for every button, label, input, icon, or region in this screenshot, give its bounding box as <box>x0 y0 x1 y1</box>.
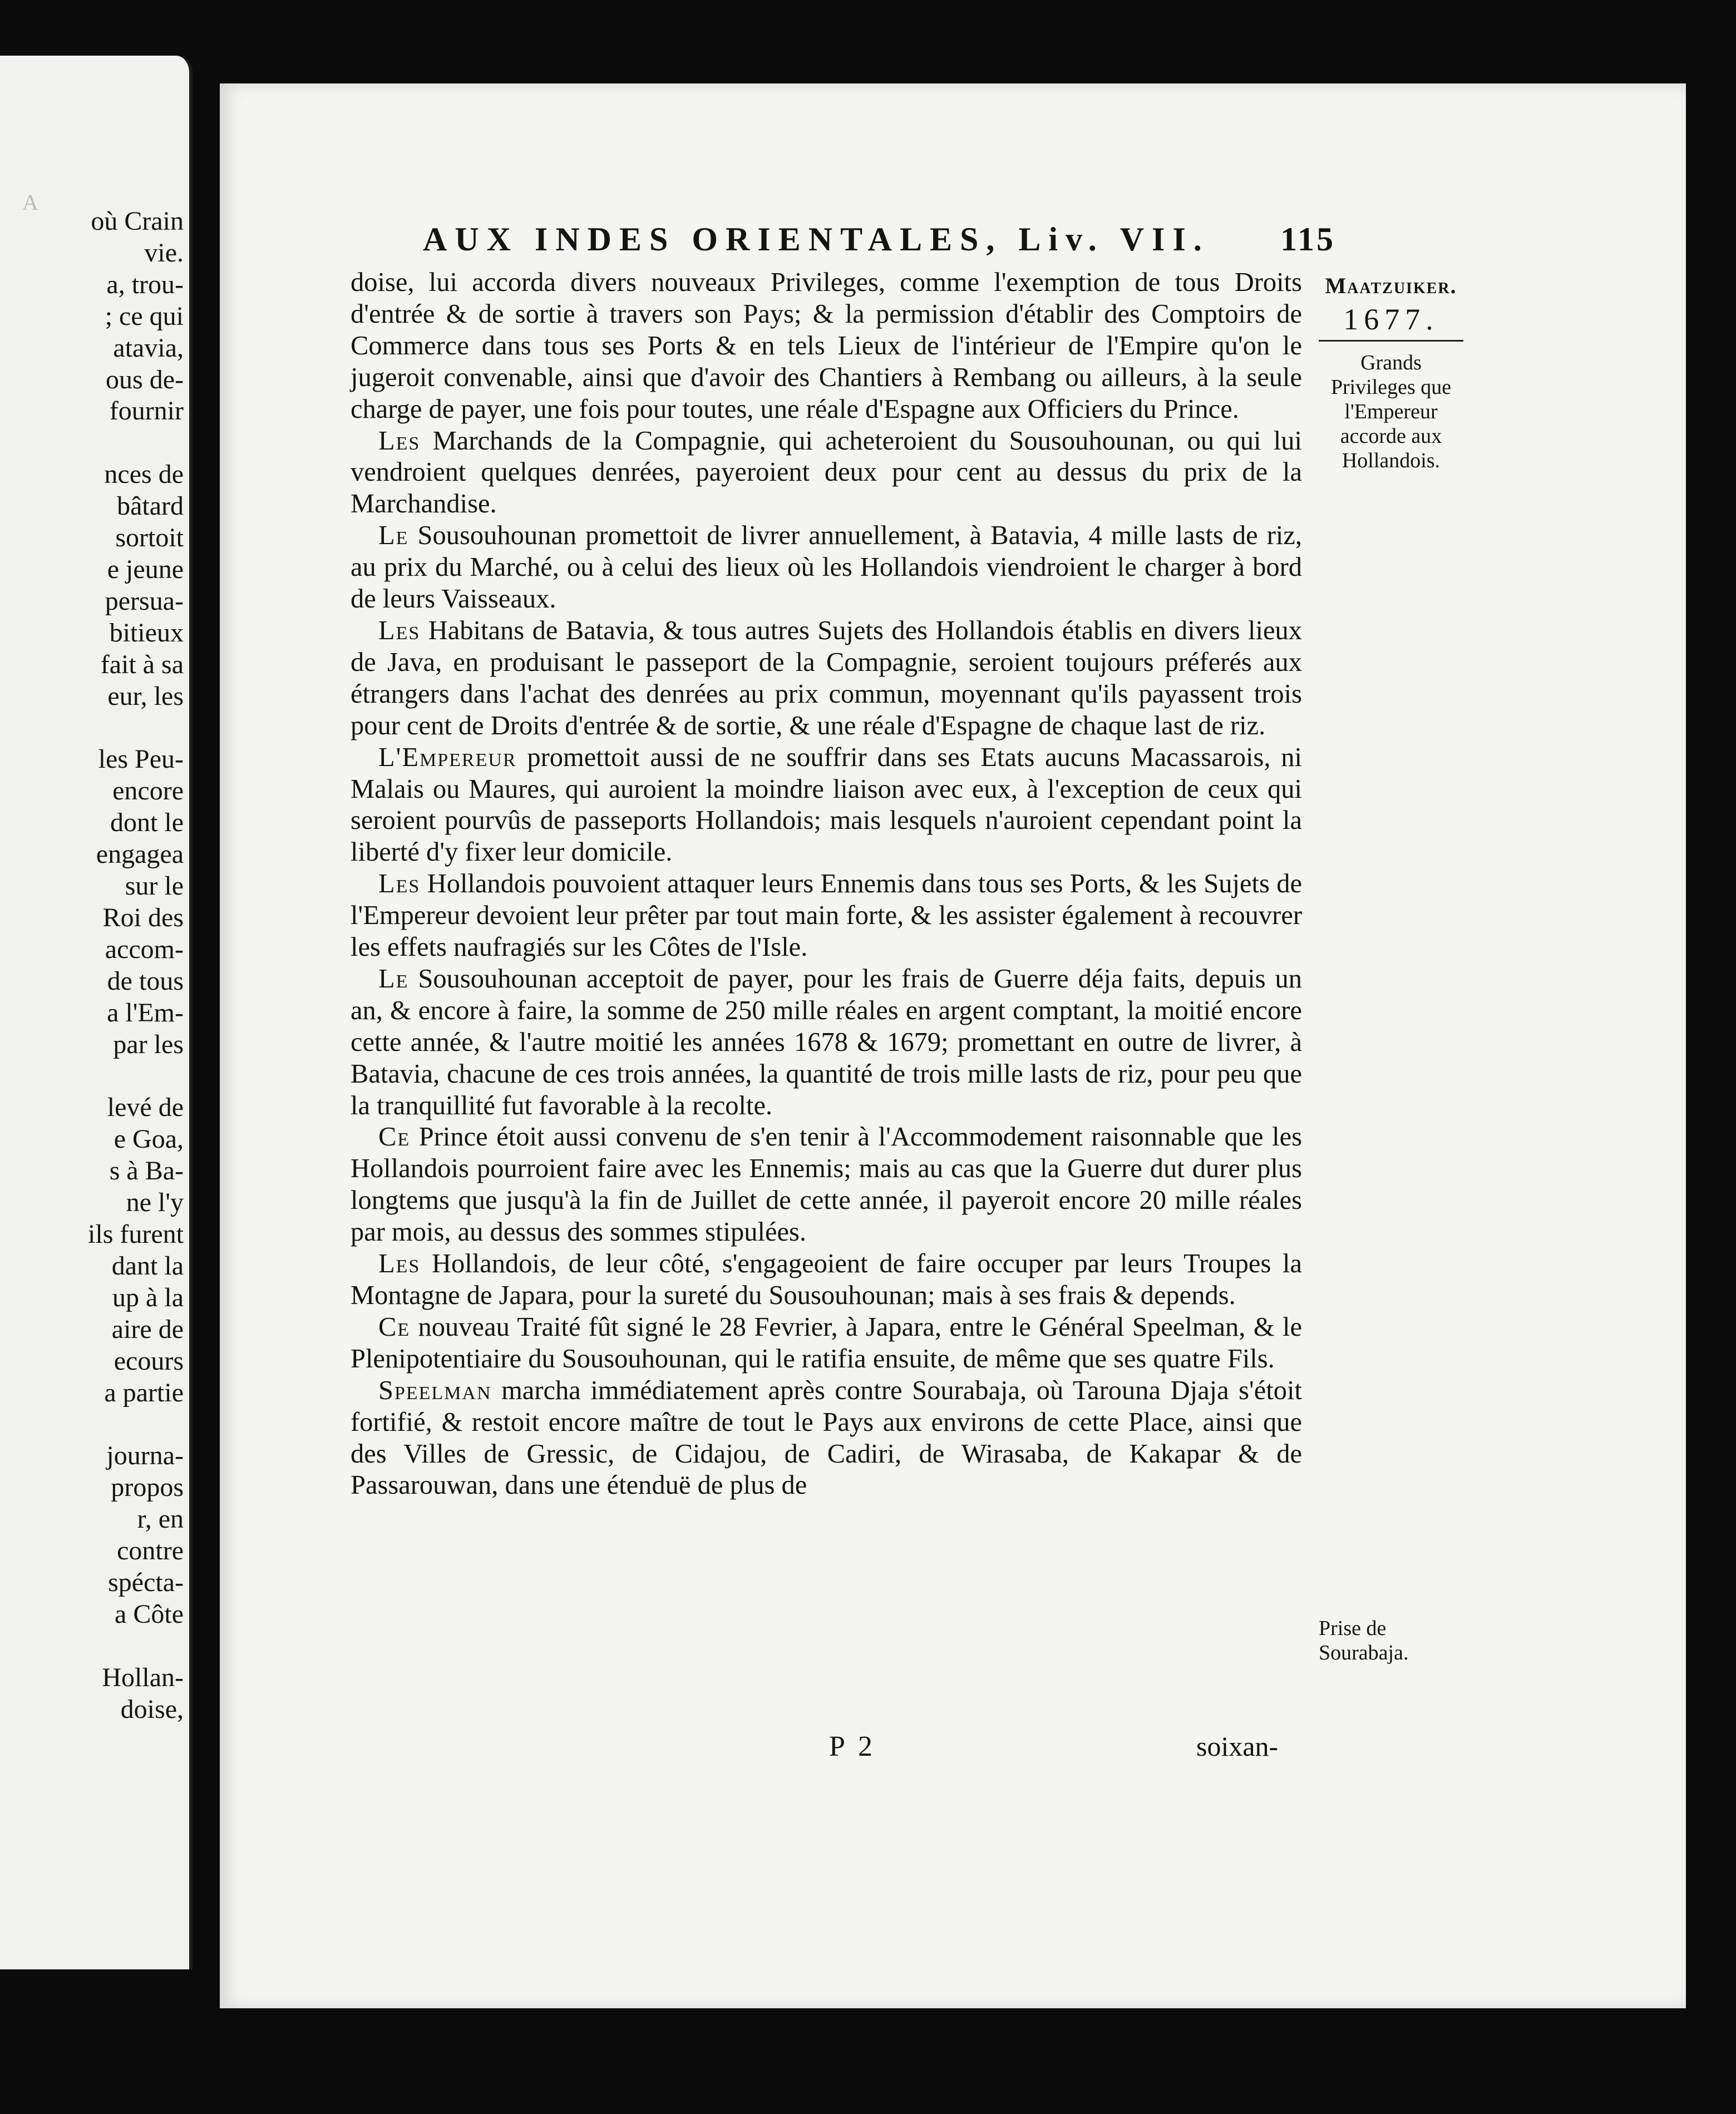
margin-name: Maatzuiker. <box>1325 273 1457 298</box>
paragraph-lead: Les <box>378 1249 421 1279</box>
left-page-line: contre <box>117 1536 184 1566</box>
left-page-line: a Côte <box>115 1599 184 1629</box>
paragraph <box>351 1375 1302 1502</box>
left-page-line: Hollan- <box>102 1662 184 1692</box>
paragraph-lead: L'Empereur <box>378 742 517 772</box>
left-page-text <box>88 206 184 1726</box>
left-page-line: a, trou- <box>106 269 184 299</box>
left-page-line: ; ce qui <box>105 301 184 331</box>
left-page-line: sortoit <box>115 523 184 553</box>
margin-note-privileges: Grands Privileges que l'Empereur accorde aux Hollandois. <box>1330 351 1452 472</box>
paragraph-lead: Speelman <box>378 1375 492 1405</box>
paragraph-lead: Les <box>378 615 421 645</box>
margin-year: 1677. <box>1319 302 1463 342</box>
left-page-line: spécta- <box>108 1567 184 1597</box>
left-page-line: aire de <box>111 1314 184 1344</box>
running-title: AUX INDES ORIENTALES, Liv. VII. <box>423 220 1210 258</box>
paragraph <box>351 964 1302 1122</box>
paragraph-text: Hollandois pouvoient attaquer leurs Ennemis dans tous ses Ports, & les Sujets de l'Empereur devoient leur prêter par tout main forte, & les assister également à recouvrer les effets naufragiés sur les Côtes de l'Isle. <box>351 869 1302 962</box>
left-page-line: persua- <box>105 586 184 616</box>
page-number: 115 <box>1280 220 1335 258</box>
paragraph-lead: Ce <box>378 1122 411 1152</box>
left-page-line: ecours <box>114 1346 184 1376</box>
paragraph-text: Sousouhounan promettoit de livrer annuellement, à Batavia, 4 mille lasts de riz, au prix du Marché, ou à celui des lieux où les Hollandois viendroient le charger à bord de leurs Vaisseaux. <box>351 521 1302 614</box>
left-page-line: encore <box>112 776 184 806</box>
left-page-line: up à la <box>112 1282 184 1312</box>
left-page-line <box>88 713 184 744</box>
paragraph-lead: Le <box>378 964 409 994</box>
left-page-line: ne l'y <box>126 1188 184 1218</box>
paragraph-lead: Les <box>378 426 421 456</box>
left-page-line: Roi des <box>102 902 184 932</box>
left-page-line <box>88 1409 184 1440</box>
left-page <box>0 56 193 1969</box>
paragraph-text: Hollandois, de leur côté, s'engageoient de faire occuper par leurs Troupes la Montagne de Japara, pour la sureté du Sousouhounan; mais à ses frais & depends. <box>351 1249 1302 1310</box>
left-page-line: engagea <box>96 839 184 870</box>
left-page-line: ous de- <box>106 364 184 394</box>
left-page-line: par les <box>113 1029 184 1059</box>
left-page-line: e jeune <box>107 554 184 584</box>
margin-date <box>1319 273 1463 342</box>
running-header <box>423 217 1335 261</box>
paragraph <box>351 1312 1302 1375</box>
paragraph-lead: Les <box>378 869 421 899</box>
paragraph <box>351 267 1302 426</box>
paragraph-text: nouveau Traité fût signé le 28 Fevrier, à Japara, entre le Général Speelman, & le Plenipotentiaire du Sousouhounan, qui le ratifia ensuite, de même que ses quatre Fils. <box>351 1312 1302 1374</box>
paragraph-text: doise, lui accorda divers nouveaux Privileges, comme l'exemption de tous Droits d'entrée & de sortie à travers son Pays; & la permission d'établir des Comptoirs de Commerce dans tous ses Ports & en tels Lieux de l'intérieur de l'Empire qu'on le jugeroit convenable, ainsi que d'avoir des Chantiers à Rembang ou ailleurs, à la seule charge de payer, une fois pour toutes, une réale d'Espagne aux Officiers du Prince. <box>351 268 1302 424</box>
left-page-line: bitieux <box>109 618 184 648</box>
catchword: soixan- <box>1196 1731 1279 1762</box>
left-page-line: propos <box>111 1473 184 1503</box>
body-text <box>351 267 1302 1501</box>
paragraph-text: marcha immédiatement après contre Sourabaja, où Tarouna Djaja s'étoit fortifié, & restoit encore maître de tout le Pays aux environs de cette Place, ainsi que des Villes de Gressic, de Cidajou, de Cadiri, de Wirasaba, de Kakapar & de Passarouwan, dans une étenduë de plus de <box>351 1375 1302 1500</box>
left-page-line <box>88 1631 184 1662</box>
left-page-line: nces de <box>104 460 184 490</box>
paragraph-lead: Le <box>378 521 409 551</box>
left-page-line: bâtard <box>117 491 184 521</box>
paragraph <box>351 1122 1302 1248</box>
left-page-line <box>88 427 184 459</box>
paragraph <box>351 1248 1302 1312</box>
left-page-line: levé de <box>107 1093 184 1123</box>
left-page-line: les Peu- <box>98 744 184 774</box>
left-page-line: dant la <box>111 1251 184 1281</box>
left-page-line: dont le <box>110 808 184 838</box>
paragraph-text: Habitans de Batavia, & tous autres Sujets des Hollandois établis en divers lieux de Java, en produisant le passeport de la Compagnie, seroient toujours préferés aux étrangers dans l'achat des denrées au prix commun, moyennant qu'ils payassent trois pour cent de Droits d'entrée & de sortie, & une réale d'Espagne de chaque last de riz. <box>351 615 1302 740</box>
left-page-line: fait à sa <box>100 649 184 679</box>
left-page-line: où Crain <box>91 206 184 236</box>
paragraph <box>351 520 1302 615</box>
margin-note-sourabaja: Prise de Sourabaja. <box>1319 1617 1409 1664</box>
left-page-line: de tous <box>107 966 184 996</box>
left-page-line: e Goa, <box>114 1124 184 1154</box>
left-page-line <box>88 1060 184 1092</box>
left-page-line: sur le <box>125 871 184 901</box>
paragraph-lead: Ce <box>378 1312 411 1342</box>
paragraph <box>351 742 1302 869</box>
left-page-line: journa- <box>106 1441 184 1471</box>
paragraph-text: Sousouhounan acceptoit de payer, pour les frais de Guerre déja faits, depuis un an, & encore à faire, la somme de 250 mille réales en argent comptant, la moitié encore cette année, & l'autre moitié les années 1678 & 1679; promettant en outre de livrer, à Batavia, chacune de ces trois années, la quantité de trois mille lasts de riz, pour peu que la tranquillité fut favorable à la recolte. <box>351 964 1302 1120</box>
left-page-line: vie. <box>144 238 184 268</box>
left-page-line: accom- <box>105 934 184 964</box>
left-page-line: atavia, <box>113 333 184 363</box>
paragraph <box>351 615 1302 742</box>
paragraph <box>351 868 1302 964</box>
paragraph-text: Prince étoit aussi convenu de s'en tenir à l'Accommodement raisonnable que les Hollandois pourroient faire avec les Ennemis; mais au cas que la Guerre dut durer plus longtems que jusqu'à la fin de Juillet de cette année, il payeroit encore 20 mille réales par mois, au dessus des sommes stipulées. <box>351 1122 1302 1247</box>
left-page-line: r, en <box>137 1504 184 1534</box>
left-page-line: fournir <box>109 396 184 426</box>
paragraph <box>351 426 1302 521</box>
paragraph-text: promettoit aussi de ne souffrir dans ses Etats aucuns Macassarois, ni Malais ou Maures, qui auroient la moindre liaison avec eux, à l'exception de ceux qui seroient pourvûs de passeports Hollandois; mais lesquels n'auroient cependant point la liberté d'y fixer leur domicile. <box>351 742 1302 867</box>
left-page-line: a l'Em- <box>107 997 184 1028</box>
left-page-line: eur, les <box>107 681 184 711</box>
left-page-mark: A <box>22 190 38 215</box>
paragraph-text: Marchands de la Compagnie, qui acheteroient du Sousouhounan, ou qui lui vendroient quelques denrées, payeroient deux pour cent au dessus du prix de la Marchandise. <box>351 426 1302 519</box>
left-page-line: a partie <box>104 1377 184 1407</box>
signature-mark: P 2 <box>829 1731 876 1762</box>
left-page-line: s à Ba- <box>109 1156 184 1186</box>
left-page-line: ils furent <box>88 1219 184 1249</box>
left-page-line: doise, <box>120 1694 184 1724</box>
